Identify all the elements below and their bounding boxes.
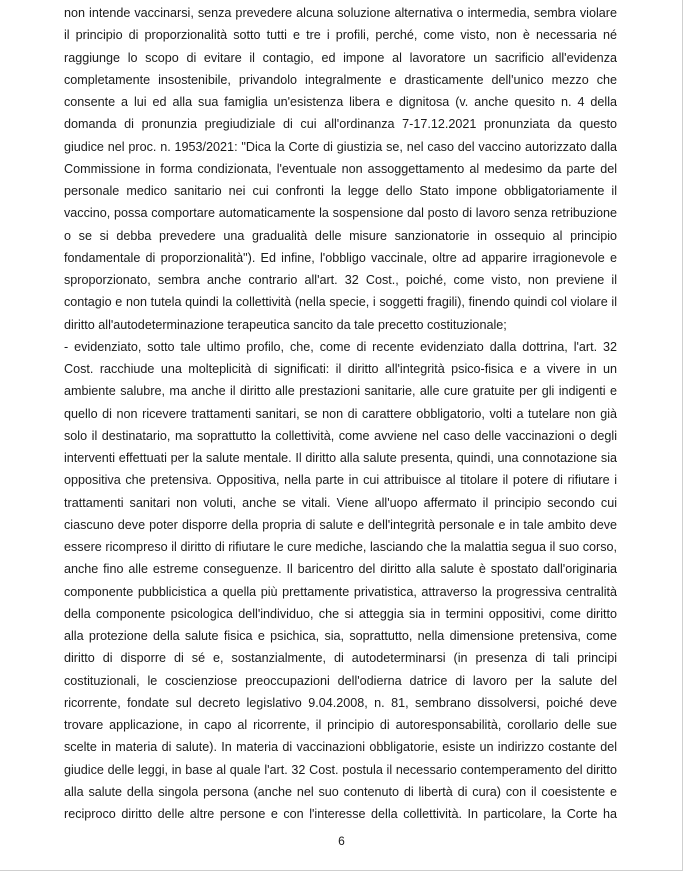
text-line: quello di non ricevere trattamenti sanitari, se non di carattere obbligatorio, volti a tutelare non già [64,406,617,421]
text-line: completamente insostenibile, privandolo integralmente e drasticamente dell'unico mezzo che [64,72,618,87]
text-line: anche fino alle estreme conseguenze. Il baricentro del diritto alla salute è spostato dall'originaria [64,562,617,577]
text-line: ciascuno deve poter disporre della propria di salute e dell'integrità personale e in tale ambito deve [64,517,617,532]
text-line: scelte in materia di salute). In materia di vaccinazioni obbligatorie, esiste un indirizzo costante del [64,740,618,755]
text-line: Cost. racchiude una molteplicità di significati: il diritto all'integrità psico-fisica e a vivere in un [64,362,618,376]
text-line: consente a lui ed alla sua famiglia un'esistenza libera e dignitosa (v. anche quesito n. 4 della [64,95,617,109]
body-text [64,2,617,825]
text-line: diritto all'autodeterminazione terapeutica sancito da tale precetto costituzionale; [64,317,507,332]
text-line: - evidenziato, sotto tale ultimo profilo, che, come di recente evidenziato dalla dottrina, l'art. 32 [64,339,618,354]
text-line: il principio di proporzionalità sotto tutti e tre i profili, perché, come visto, non è necessaria né [64,28,617,43]
text-line: diritto di disporre di sé e, sostanzialmente, di autodeterminarsi (in presenza di tali principi [64,651,618,666]
text-line: ambiente salubre, ma anche il diritto alle prestazioni sanitarie, alle cure gratuite per gli indigenti e [64,384,617,399]
text-line: costituzionali, le coscienziose preoccupazioni dell'odierna datrice di lavoro per la salute del [64,673,618,688]
text-line: solo il destinatario, ma soprattutto la collettività, come avviene nel caso delle vaccinazioni o degli [64,428,618,443]
text-line: trattamenti sanitari non voluti, anche se vitali. Viene all'uopo affermato il principio secondo cui [64,495,617,510]
text-line: o se si debba prevedere una gradualità delle misure sanzionatorie in ossequio al principio [64,228,617,243]
text-line: alla protezione della salute fisica e psichica, sia, soprattutto, nella dimensione pretensiva, come [64,629,617,643]
text-line: Commissione in forma condizionata, l'eventuale non assoggettamento al medesimo da parte del [64,161,618,176]
text-line: raggiunge lo scopo di evitare il contagio, ed impone al lavoratore un sacrificio all'evidenza [64,50,617,65]
text-line: contagio e non tutela quindi la collettività (nella specie, i soggetti fragili), finendo quindi col violare il [64,295,617,310]
text-line: domanda di pronunzia pregiudiziale di cui all'ordinanza 7-17.12.2021 pronunziata da questo [64,117,618,132]
text-line: ricorrente, fondate sul decreto legislativo 9.04.2008, n. 81, sembrano dissolversi, poiché deve [64,695,617,710]
text-line: componente pubblicistica a quella più prettamente privatistica, attraverso la progressiva centralità [64,584,618,599]
text-line: essere ricompreso il diritto di rifiutare le cure mediche, lasciando che la malattia segua il suo corso, [64,540,618,554]
text-line: giudice delle leggi, in base al quale l'art. 32 Cost. postula il necessario contemperamento del diritto [64,762,618,777]
text-line: reciproco diritto delle altre persone e con l'interesse della collettività. In particolare, la Corte ha [64,807,618,821]
text-line: della componente psicologica dell'individuo, che si atteggia sia in termini oppositivi, come diritto [64,606,618,621]
text-line: vaccino, possa comportare automaticamente la sospensione dal posto di lavoro senza retribuzione [64,206,617,221]
text-line: sproporzionato, sembra anche contrario all'art. 32 Cost., poiché, come visto, non previene il [64,273,617,287]
text-line: alla salute della singola persona (anche nel suo contenuto di libertà di cura) con il coesistente e [64,784,617,799]
text-line: oppositiva che pretensiva. Oppositiva, nella parte in cui attribuisce al titolare il potere di rifiutare i [64,473,618,488]
text-line: fondamentale di proporzionalità"). Ed infine, l'obbligo vaccinale, oltre ad apparire irragionevole e [64,250,617,265]
text-line: giudice nel proc. n. 1953/2021: "Dica la Corte di giustizia se, nel caso del vaccino autorizzato dalla [64,139,617,154]
text-line: personale medico sanitario nei cui confronti la legge dello Stato impone obbligatoriamente il [64,184,617,198]
text-line: interventi effettuati per la salute mentale. Il diritto alla salute presenta, quindi, una connotazione sia [64,451,617,465]
text-line: trovare applicazione, in capo al ricorrente, il principio di autoresponsabilità, corollario delle sue [64,718,618,732]
text-line: non intende vaccinarsi, senza prevedere alcuna soluzione alternativa o intermedia, sembra violare [64,6,617,20]
page-number: 6 [338,834,345,848]
